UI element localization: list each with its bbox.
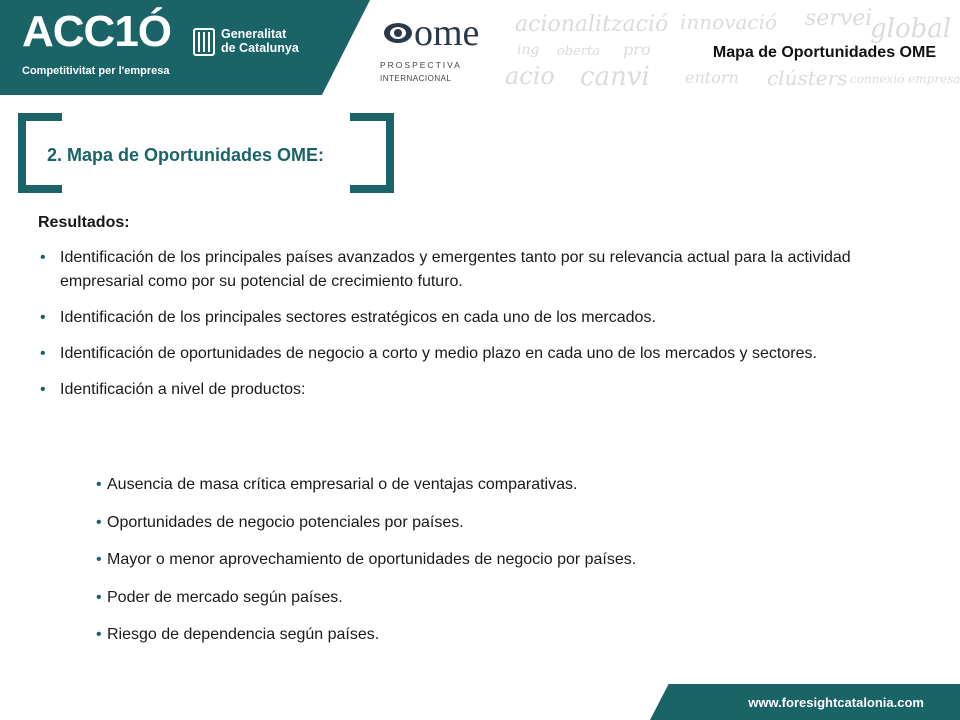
ome-subtitle-line1: PROSPECTIVA bbox=[380, 60, 462, 70]
bg-word: servei bbox=[805, 6, 873, 31]
results-heading: Resultados: bbox=[38, 214, 130, 231]
list-item: • Identificación de oportunidades de negocio a corto y medio plazo en cada uno de los mercados y sectores. bbox=[38, 342, 928, 366]
bg-word: acionalització bbox=[515, 12, 669, 37]
generalitat-label: Generalitat de Catalunya bbox=[221, 27, 299, 55]
list-item: • Identificación a nivel de productos: bbox=[38, 378, 928, 402]
title-bracket-right bbox=[350, 113, 394, 193]
bg-word: acio bbox=[505, 62, 555, 90]
sub-list-item: • Poder de mercado según países. bbox=[96, 586, 636, 610]
ome-eye-icon bbox=[383, 22, 413, 44]
bg-word: entorn bbox=[685, 68, 739, 87]
list-item: • Identificación de los principales países avanzados y emergentes tanto por su relevancia actual para la actividad empresarial como por su potencial de crecimiento futuro. bbox=[38, 246, 928, 294]
brand-tagline: Competitivitat per l'empresa bbox=[22, 65, 170, 77]
acc1o-logo: ACC1Ó bbox=[22, 7, 172, 56]
slide-header-title: Mapa de Oportunidades OME bbox=[712, 44, 936, 61]
bg-word: pro bbox=[623, 40, 651, 59]
slide-header bbox=[0, 0, 960, 95]
bg-word: innovació bbox=[680, 10, 778, 34]
sub-list-item: • Oportunidades de negocio potenciales por países. bbox=[96, 511, 636, 535]
bg-word: clústers bbox=[767, 66, 848, 90]
bg-word: canvi bbox=[580, 62, 650, 92]
product-level-sublist bbox=[96, 473, 636, 661]
slide-body bbox=[38, 214, 928, 414]
sub-list-item: • Mayor o menor aprovechamiento de oportunidades de negocio por países. bbox=[96, 548, 636, 572]
sub-list-item: • Riesgo de dependencia según países. bbox=[96, 623, 636, 647]
list-item: • Identificación de los principales sectores estratégicos en cada uno de los mercados. bbox=[38, 306, 928, 330]
bg-word: oberta bbox=[557, 44, 601, 59]
footer-website-link[interactable]: www.foresightcatalonia.com bbox=[748, 695, 924, 710]
section-title: 2. Mapa de Oportunidades OME: bbox=[47, 145, 325, 165]
generalitat-shield-icon bbox=[193, 28, 215, 56]
bg-word: global bbox=[870, 14, 952, 44]
ome-subtitle-line2: INTERNACIONAL bbox=[380, 74, 452, 83]
results-list bbox=[38, 246, 928, 402]
bg-word: connexió empresa bbox=[850, 72, 960, 86]
sub-list-item: • Ausencia de masa crítica empresarial o de ventajas comparativas. bbox=[96, 473, 636, 497]
bg-word: ing bbox=[517, 42, 540, 58]
ome-logo-text: ome bbox=[414, 12, 480, 54]
